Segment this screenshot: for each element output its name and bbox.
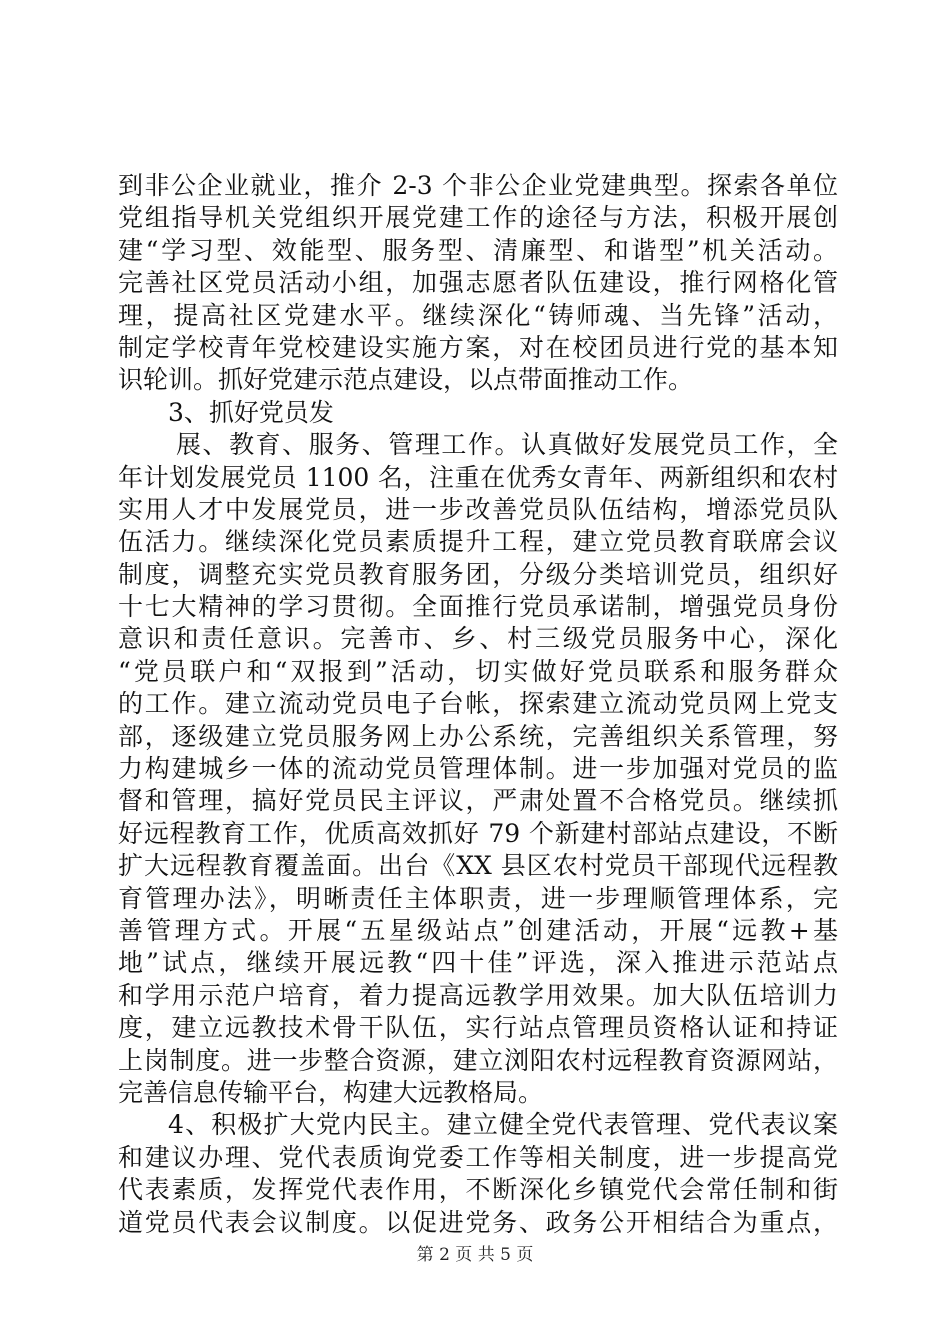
text-line: 制定学校青年党校建设实施方案，对在校团员进行党的基本知 — [118, 332, 838, 362]
text-line: 度，建立远教技术骨干队伍，实行站点管理员资格认证和持证 — [118, 1013, 838, 1043]
text-line: 善管理方式。开展“五星级站点”创建活动，开展“远教+基 — [118, 915, 838, 945]
text-line: 地”试点，继续开展远教“四十佳”评选，深入推进示范站点 — [118, 948, 838, 978]
text-line: 代表素质，发挥党代表作用，不断深化乡镇党代会常任制和街 — [118, 1175, 838, 1205]
text-line: 督和管理，搞好党员民主评议，严肃处置不合格党员。继续抓 — [118, 786, 838, 816]
text-line: 和学用示范户培育，着力提高远教学用效果。加大队伍培训力 — [118, 980, 838, 1010]
text-line: 伍活力。继续深化党员素质提升工程，建立党员教育联席会议 — [118, 527, 838, 557]
text-line: 建“学习型、效能型、服务型、清廉型、和谐型”机关活动。 — [118, 235, 838, 265]
section-heading: 3、抓好党员发 — [168, 397, 334, 427]
text-line: 部，逐级建立党员服务网上办公系统，完善组织关系管理，努 — [118, 721, 838, 751]
text-line: 党组指导机关党组织开展党建工作的途径与方法，积极开展创 — [118, 203, 838, 233]
text-line: 的工作。建立流动党员电子台帐，探索建立流动党员网上党支 — [118, 689, 838, 719]
text-line: “党员联户和“双报到”活动，切实做好党员联系和服务群众 — [118, 656, 838, 686]
text-line: 实用人才中发展党员，进一步改善党员队伍结构，增添党员队 — [118, 494, 838, 524]
text-line: 和建议办理、党代表质询党委工作等相关制度，进一步提高党 — [118, 1142, 838, 1172]
text-line: 年计划发展党员 1100 名，注重在优秀女青年、两新组织和农村 — [118, 462, 838, 492]
text-line: 制度，调整充实党员教育服务团，分级分类培训党员，组织好 — [118, 559, 838, 589]
text-line: 十七大精神的学习贯彻。全面推行党员承诺制，增强党员身份 — [118, 592, 838, 622]
page-number-footer: 第 2 页 共 5 页 — [416, 1245, 534, 1265]
text-line: 扩大远程教育覆盖面。出台《XX 县区农村党员干部现代远程教 — [118, 851, 838, 881]
text-line: 完善信息传输平台，构建大远教格局。 — [118, 1077, 544, 1107]
text-line: 完善社区党员活动小组，加强志愿者队伍建设，推行网格化管 — [118, 268, 838, 298]
text-line: 力构建城乡一体的流动党员管理体制。进一步加强对党员的监 — [118, 754, 838, 784]
text-line: 好远程教育工作，优质高效抓好 79 个新建村部站点建设，不断 — [118, 818, 838, 848]
text-line: 育管理办法》，明晰责任主体职责，进一步理顺管理体系，完 — [118, 883, 838, 913]
text-line: 识轮训。抓好党建示范点建设，以点带面推动工作。 — [118, 365, 694, 395]
text-line: 4、积极扩大党内民主。建立健全党代表管理、党代表议案 — [168, 1110, 838, 1140]
document-body — [118, 170, 838, 1239]
text-line: 意识和责任意识。完善市、乡、村三级党员服务中心，深化 — [118, 624, 838, 654]
text-line: 展、教育、服务、管理工作。认真做好发展党员工作，全 — [176, 430, 838, 460]
text-line: 到非公企业就业，推介 2-3 个非公企业党建典型。探索各单位 — [118, 171, 838, 200]
text-line: 理，提高社区党建水平。继续深化“铸师魂、当先锋”活动， — [118, 300, 838, 330]
text-line: 道党员代表会议制度。以促进党务、政务公开相结合为重点， — [118, 1207, 838, 1237]
text-line: 上岗制度。进一步整合资源，建立浏阳农村远程教育资源网站， — [118, 1045, 838, 1075]
